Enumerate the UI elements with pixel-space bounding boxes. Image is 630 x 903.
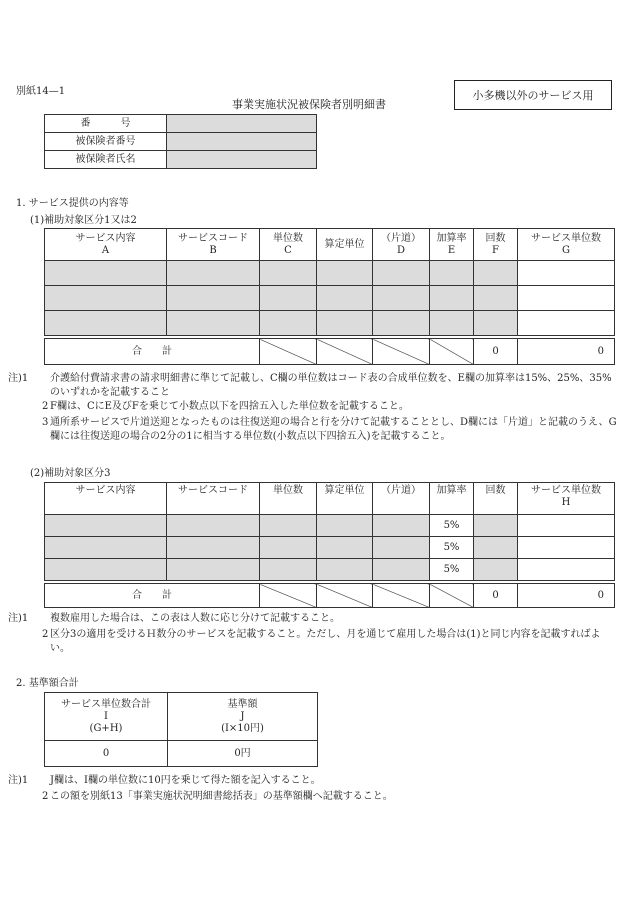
- table-row: [45, 261, 615, 286]
- info-value-cell[interactable]: [167, 115, 317, 133]
- col-header: 算定単位: [317, 483, 373, 515]
- input-cell[interactable]: [373, 261, 430, 286]
- input-cell[interactable]: [45, 261, 167, 286]
- rate-cell: 5%: [430, 559, 474, 581]
- diagonal-cell: [260, 584, 317, 608]
- service-table-2: [44, 482, 615, 608]
- section1-heading: 1. サービス提供の内容等: [16, 198, 129, 209]
- total-row: [45, 584, 615, 608]
- input-cell[interactable]: [373, 286, 430, 311]
- diagonal-cell: [430, 584, 474, 608]
- total-label: 合 計: [45, 339, 260, 365]
- standard-amount-value: 0円: [168, 741, 318, 767]
- rate-cell: 5%: [430, 515, 474, 537]
- input-cell[interactable]: [474, 515, 518, 537]
- note-number: 2: [42, 401, 49, 412]
- col-header: 単位数: [260, 483, 317, 515]
- diagonal-cell: [317, 339, 373, 365]
- section2-heading: 2. 基準額合計: [16, 678, 79, 689]
- input-cell[interactable]: [167, 559, 260, 581]
- input-cell[interactable]: [167, 286, 260, 311]
- note-text: この額を別紙13「事業実施状況明細書総括表」の基準額欄へ記載すること。: [50, 791, 393, 802]
- total-units: 0: [518, 339, 615, 365]
- section1-sub2-heading: (2)補助対象区分3: [30, 468, 111, 479]
- service-tag: 小多機以外のサービス用: [454, 80, 612, 110]
- note-number: 2: [42, 629, 49, 640]
- total-units-value: 0: [45, 741, 168, 767]
- note-number: 3: [42, 417, 49, 428]
- input-cell[interactable]: [317, 311, 373, 336]
- note-text: 複数雇用した場合は、この表は人数に応じ分けて記載すること。: [50, 613, 340, 624]
- col-header: 回数 F: [474, 229, 518, 261]
- note-number: 注)1: [8, 775, 29, 786]
- calc-cell: [518, 311, 615, 336]
- note-text: 区分3の適用を受けるＨ数分のサービスを記載すること。ただし、月を通じて雇用した場合は(1)と同じ内容を記載すればよい。: [50, 629, 601, 654]
- col-header: 回数: [474, 483, 518, 515]
- input-cell[interactable]: [260, 559, 317, 581]
- diagonal-cell: [430, 339, 474, 365]
- note-number: 注)1: [8, 373, 29, 384]
- info-label: 番 号: [45, 115, 167, 133]
- input-cell[interactable]: [373, 537, 430, 559]
- col-header: （片道）: [373, 483, 430, 515]
- total-row: [45, 339, 615, 365]
- diagonal-cell: [373, 339, 430, 365]
- input-cell[interactable]: [430, 311, 474, 336]
- input-cell[interactable]: [45, 537, 167, 559]
- input-cell[interactable]: [317, 286, 373, 311]
- info-value-cell[interactable]: [167, 133, 317, 151]
- col-header: サービスコード: [167, 483, 260, 515]
- total-count: 0: [474, 339, 518, 365]
- service-table-1: [44, 228, 615, 365]
- info-label: 被保険者番号: [45, 133, 167, 151]
- col-header: 加算率: [430, 483, 474, 515]
- total-count: 0: [474, 584, 518, 608]
- input-cell[interactable]: [474, 537, 518, 559]
- input-cell[interactable]: [260, 261, 317, 286]
- diagonal-cell: [260, 339, 317, 365]
- calc-cell: [518, 286, 615, 311]
- document-id: 別紙14—1: [16, 86, 66, 97]
- col-header: 基準額 J (I×10円): [168, 693, 318, 741]
- input-cell[interactable]: [167, 261, 260, 286]
- insured-info-table: [44, 114, 317, 169]
- input-cell[interactable]: [260, 537, 317, 559]
- info-value-cell[interactable]: [167, 151, 317, 169]
- col-header: 単位数 C: [260, 229, 317, 261]
- col-header: サービス単位数 G: [518, 229, 615, 261]
- input-cell[interactable]: [260, 286, 317, 311]
- note-text: J欄は、I欄の単位数に10円を乗じて得た額を記入すること。: [50, 775, 321, 786]
- input-cell[interactable]: [167, 311, 260, 336]
- col-header: サービス単位数合計 I (G+H): [45, 693, 168, 741]
- diagonal-cell: [317, 584, 373, 608]
- input-cell[interactable]: [317, 515, 373, 537]
- total-units: 0: [518, 584, 615, 608]
- calc-cell: [518, 515, 615, 537]
- note-text: 通所系サービスで片道送迎となったものは往復送迎の場合と行を分けて記載することとし、D欄には「片道」と記載のうえ、G欄には往復送迎の場合の2分の1に相当する単位数(小数点以下四捨五入)を記載すること。: [50, 417, 617, 442]
- note-number: 注)1: [8, 613, 29, 624]
- input-cell[interactable]: [45, 559, 167, 581]
- col-header: 加算率 E: [430, 229, 474, 261]
- table-row: [45, 559, 615, 581]
- input-cell[interactable]: [167, 515, 260, 537]
- input-cell[interactable]: [260, 311, 317, 336]
- input-cell[interactable]: [373, 559, 430, 581]
- col-header: （片道） D: [373, 229, 430, 261]
- input-cell[interactable]: [474, 311, 518, 336]
- col-header: サービス単位数 H: [518, 483, 615, 515]
- input-cell[interactable]: [260, 515, 317, 537]
- table-row: [45, 537, 615, 559]
- input-cell[interactable]: [474, 559, 518, 581]
- note-number: 2: [42, 791, 49, 802]
- diagonal-cell: [373, 584, 430, 608]
- input-cell[interactable]: [45, 311, 167, 336]
- input-cell[interactable]: [373, 515, 430, 537]
- table-row: [45, 311, 615, 336]
- input-cell[interactable]: [474, 286, 518, 311]
- col-header: 算定単位: [317, 229, 373, 261]
- input-cell[interactable]: [317, 537, 373, 559]
- calc-cell: [518, 261, 615, 286]
- note-text: 介護給付費請求書の請求明細書に準じて記載し、C欄の単位数はコード表の合成単位数を、E欄の加算率は15%、25%、35%のいずれかを記載すること: [50, 373, 612, 398]
- input-cell[interactable]: [45, 286, 167, 311]
- input-cell[interactable]: [167, 537, 260, 559]
- input-cell[interactable]: [373, 311, 430, 336]
- document-title: 事業実施状況被保険者別明細書: [232, 98, 386, 111]
- note-text: F欄は、CにE及びFを乗じて小数点以下を四捨五入した単位数を記載すること。: [50, 401, 409, 412]
- col-header: サービスコード B: [167, 229, 260, 261]
- input-cell[interactable]: [430, 286, 474, 311]
- rate-cell: 5%: [430, 537, 474, 559]
- col-header: サービス内容 A: [45, 229, 167, 261]
- table-row: [45, 286, 615, 311]
- input-cell[interactable]: [317, 261, 373, 286]
- table-row: [45, 515, 615, 537]
- calc-cell: [518, 537, 615, 559]
- input-cell[interactable]: [317, 559, 373, 581]
- info-label: 被保険者氏名: [45, 151, 167, 169]
- section1-sub1-heading: (1)補助対象区分1又は2: [30, 215, 137, 226]
- input-cell[interactable]: [474, 261, 518, 286]
- calc-cell: [518, 559, 615, 581]
- input-cell[interactable]: [430, 261, 474, 286]
- total-label: 合 計: [45, 584, 260, 608]
- input-cell[interactable]: [45, 515, 167, 537]
- standard-amount-table: [44, 692, 318, 767]
- col-header: サービス内容: [45, 483, 167, 515]
